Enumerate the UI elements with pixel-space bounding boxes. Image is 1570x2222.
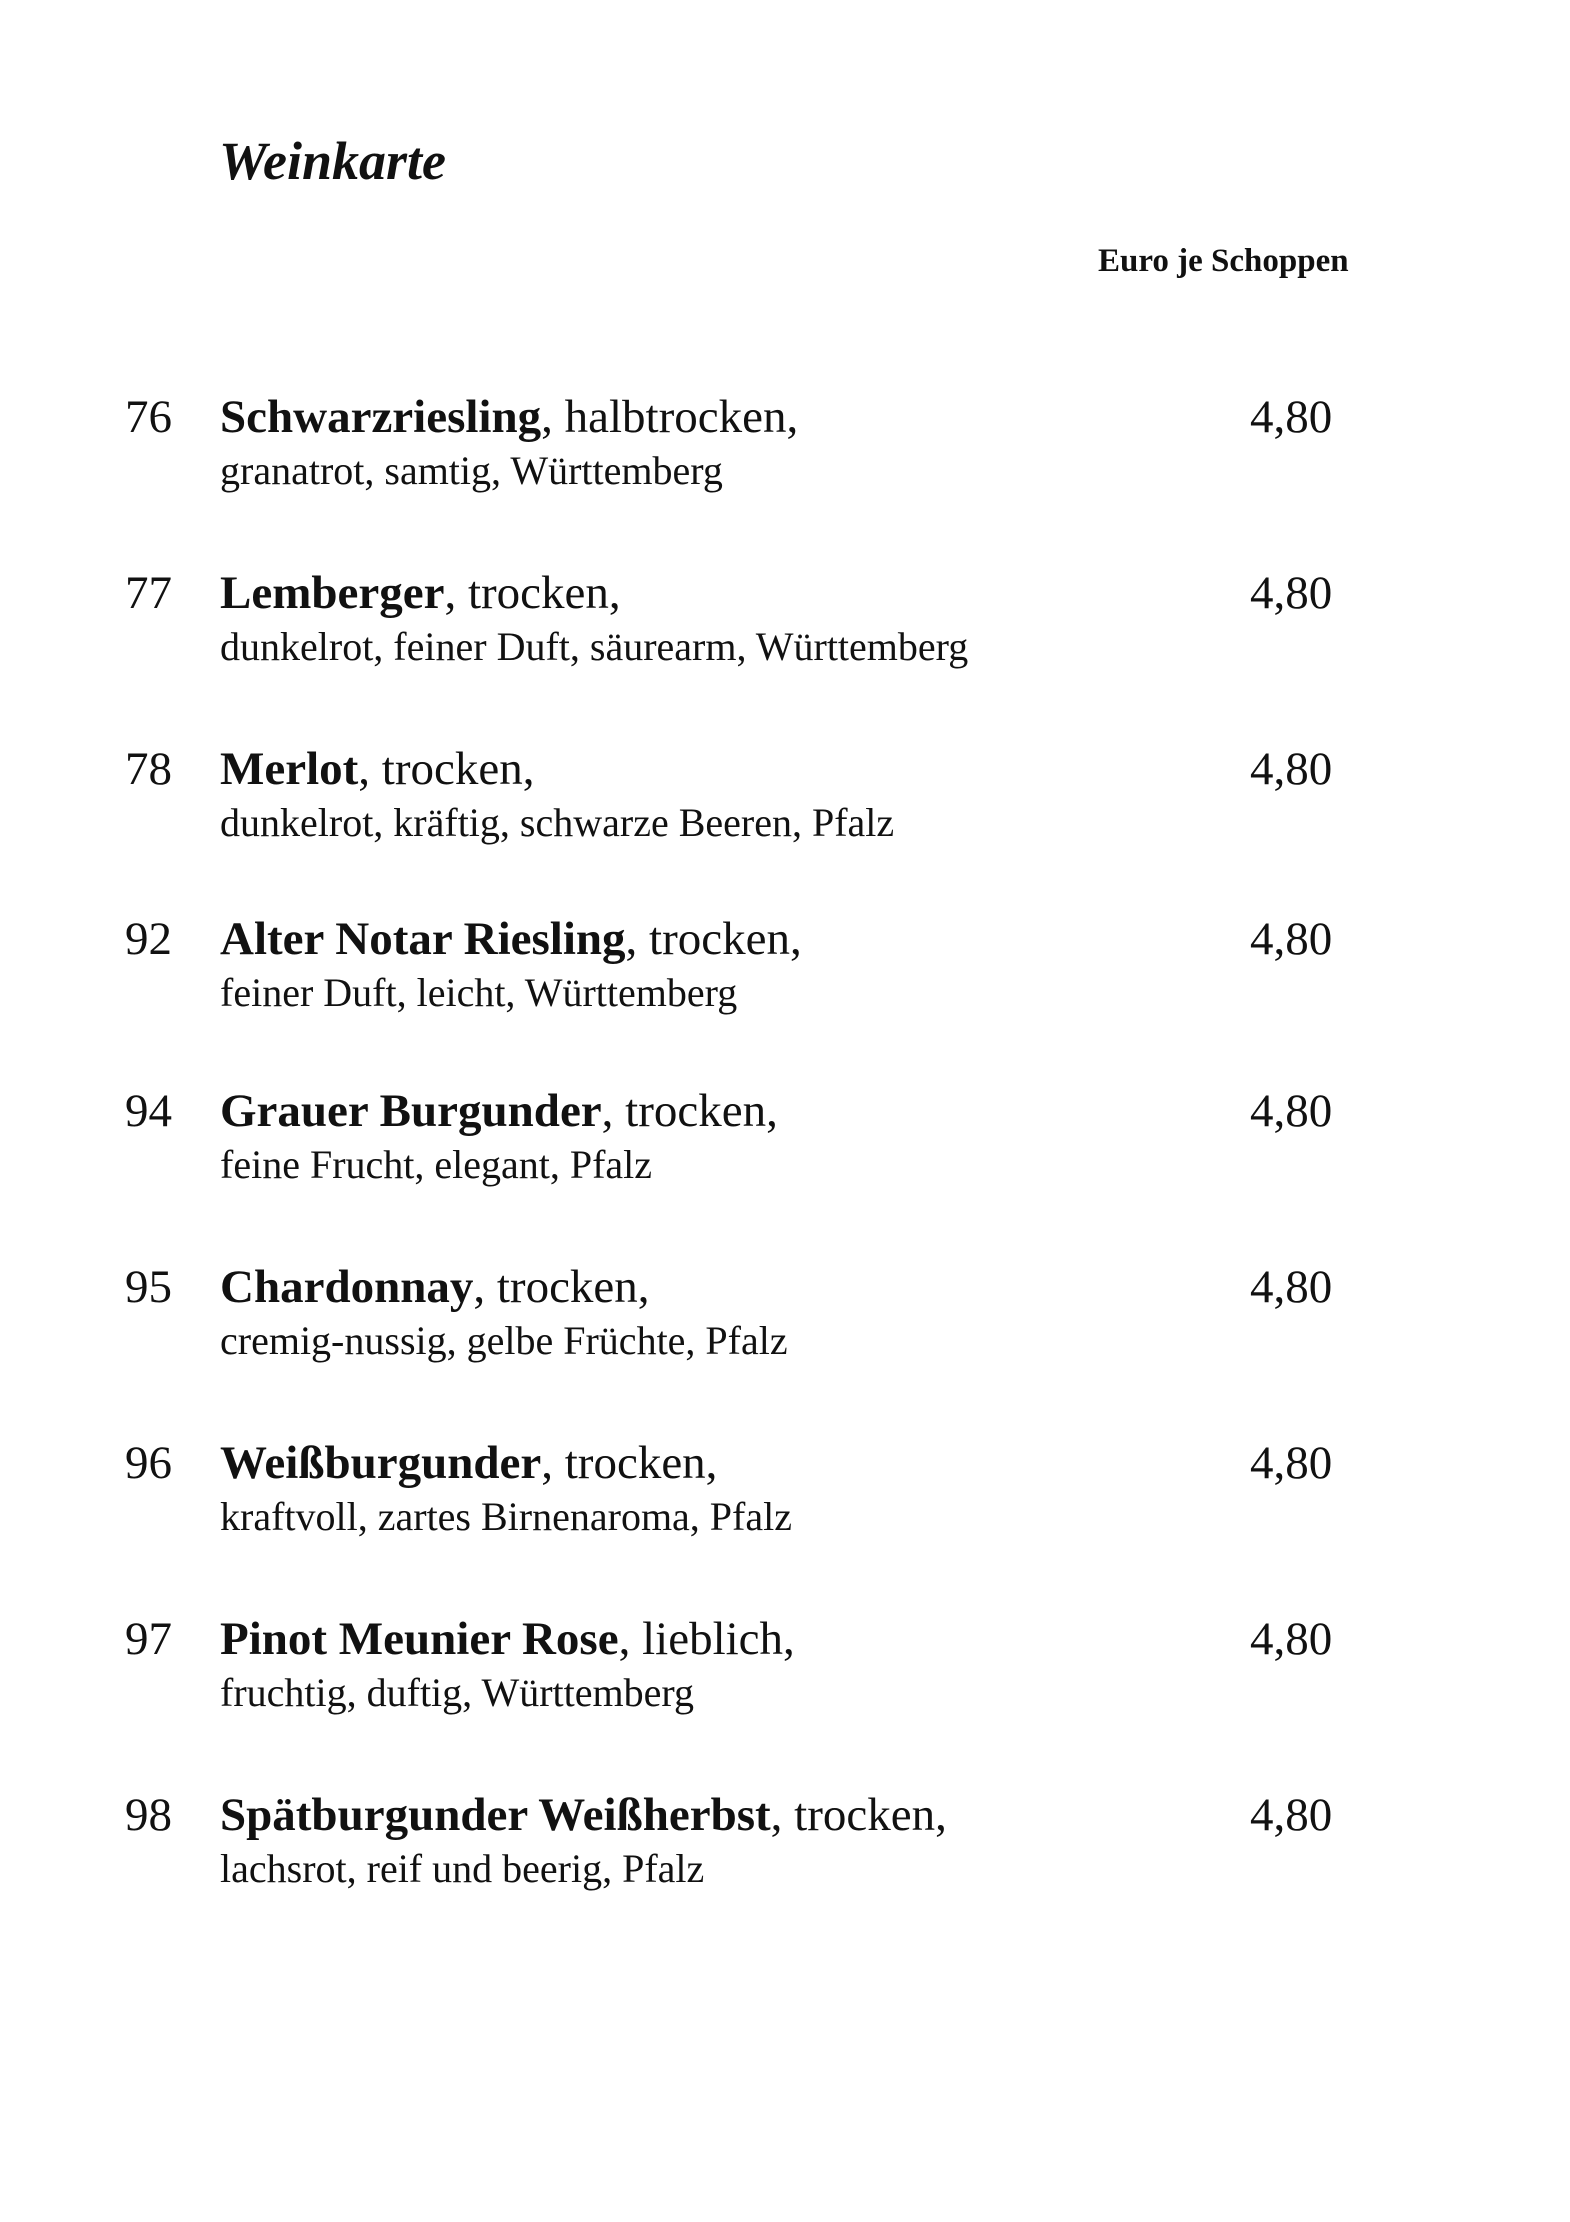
wine-item (0, 1260, 1570, 1380)
wine-price: 4,80 (1250, 743, 1333, 795)
wine-number: 78 (125, 743, 172, 795)
wine-title-line (220, 912, 802, 966)
wine-title-line (220, 1612, 795, 1666)
wine-style: , trocken, (473, 1261, 650, 1313)
wine-item (0, 1612, 1570, 1732)
wine-description: feiner Duft, leicht, Württemberg (220, 970, 738, 1015)
page-title: Weinkarte (219, 131, 446, 191)
wine-title-line (220, 1084, 778, 1138)
wine-number: 94 (125, 1085, 172, 1137)
wine-price: 4,80 (1250, 1085, 1333, 1137)
wine-number: 97 (125, 1613, 172, 1665)
wine-number: 92 (125, 913, 172, 965)
wine-item (0, 912, 1570, 1032)
wine-description: fruchtig, duftig, Württemberg (220, 1670, 694, 1715)
wine-style: , trocken, (358, 743, 535, 795)
wine-style: , trocken, (601, 1085, 778, 1137)
wine-price: 4,80 (1250, 1613, 1333, 1665)
wine-description: granatrot, samtig, Württemberg (220, 448, 723, 493)
wine-item (0, 390, 1570, 510)
wine-number: 96 (125, 1437, 172, 1489)
wine-number: 77 (125, 567, 172, 619)
wine-price: 4,80 (1250, 1261, 1333, 1313)
wine-name: Alter Notar Riesling (220, 913, 626, 965)
wine-number: 95 (125, 1261, 172, 1313)
wine-title-line (220, 1260, 650, 1314)
wine-style: , lieblich, (618, 1613, 795, 1665)
wine-item (0, 1084, 1570, 1204)
wine-price: 4,80 (1250, 913, 1333, 965)
price-column-header: Euro je Schoppen (1098, 243, 1349, 279)
wine-price: 4,80 (1250, 1789, 1333, 1841)
wine-style: , trocken, (625, 913, 802, 965)
wine-price: 4,80 (1250, 1437, 1333, 1489)
wine-style: , trocken, (444, 567, 621, 619)
wine-style: , trocken, (770, 1789, 947, 1841)
wine-name: Weißburgunder (220, 1437, 542, 1489)
wine-title-line (220, 390, 798, 444)
wine-name: Grauer Burgunder (220, 1085, 602, 1137)
wine-description: feine Frucht, elegant, Pfalz (220, 1142, 653, 1187)
wine-number: 76 (125, 391, 172, 443)
wine-description: dunkelrot, feiner Duft, säurearm, Württemberg (220, 624, 969, 669)
wine-style: , trocken, (541, 1437, 718, 1489)
wine-description: cremig-nussig, gelbe Früchte, Pfalz (220, 1318, 788, 1363)
wine-description: dunkelrot, kräftig, schwarze Beeren, Pfalz (220, 800, 895, 845)
wine-name: Spätburgunder Weißherbst (220, 1789, 771, 1841)
wine-price: 4,80 (1250, 567, 1333, 619)
wine-item (0, 1436, 1570, 1556)
wine-title-line (220, 566, 621, 620)
wine-name: Schwarzriesling (220, 391, 542, 443)
wine-name: Lemberger (220, 567, 445, 619)
wine-name: Merlot (220, 743, 359, 795)
wine-item (0, 742, 1570, 862)
wine-name: Pinot Meunier Rose (220, 1613, 619, 1665)
wine-number: 98 (125, 1789, 172, 1841)
wine-price: 4,80 (1250, 391, 1333, 443)
wine-item (0, 1788, 1570, 1908)
wine-title-line (220, 1788, 947, 1842)
wine-title-line (220, 742, 534, 796)
wine-description: kraftvoll, zartes Birnenaroma, Pfalz (220, 1494, 792, 1539)
wine-style: , halbtrocken, (541, 391, 799, 443)
wine-description: lachsrot, reif und beerig, Pfalz (220, 1846, 705, 1891)
wine-item (0, 566, 1570, 686)
wine-title-line (220, 1436, 717, 1490)
wine-name: Chardonnay (220, 1261, 474, 1313)
